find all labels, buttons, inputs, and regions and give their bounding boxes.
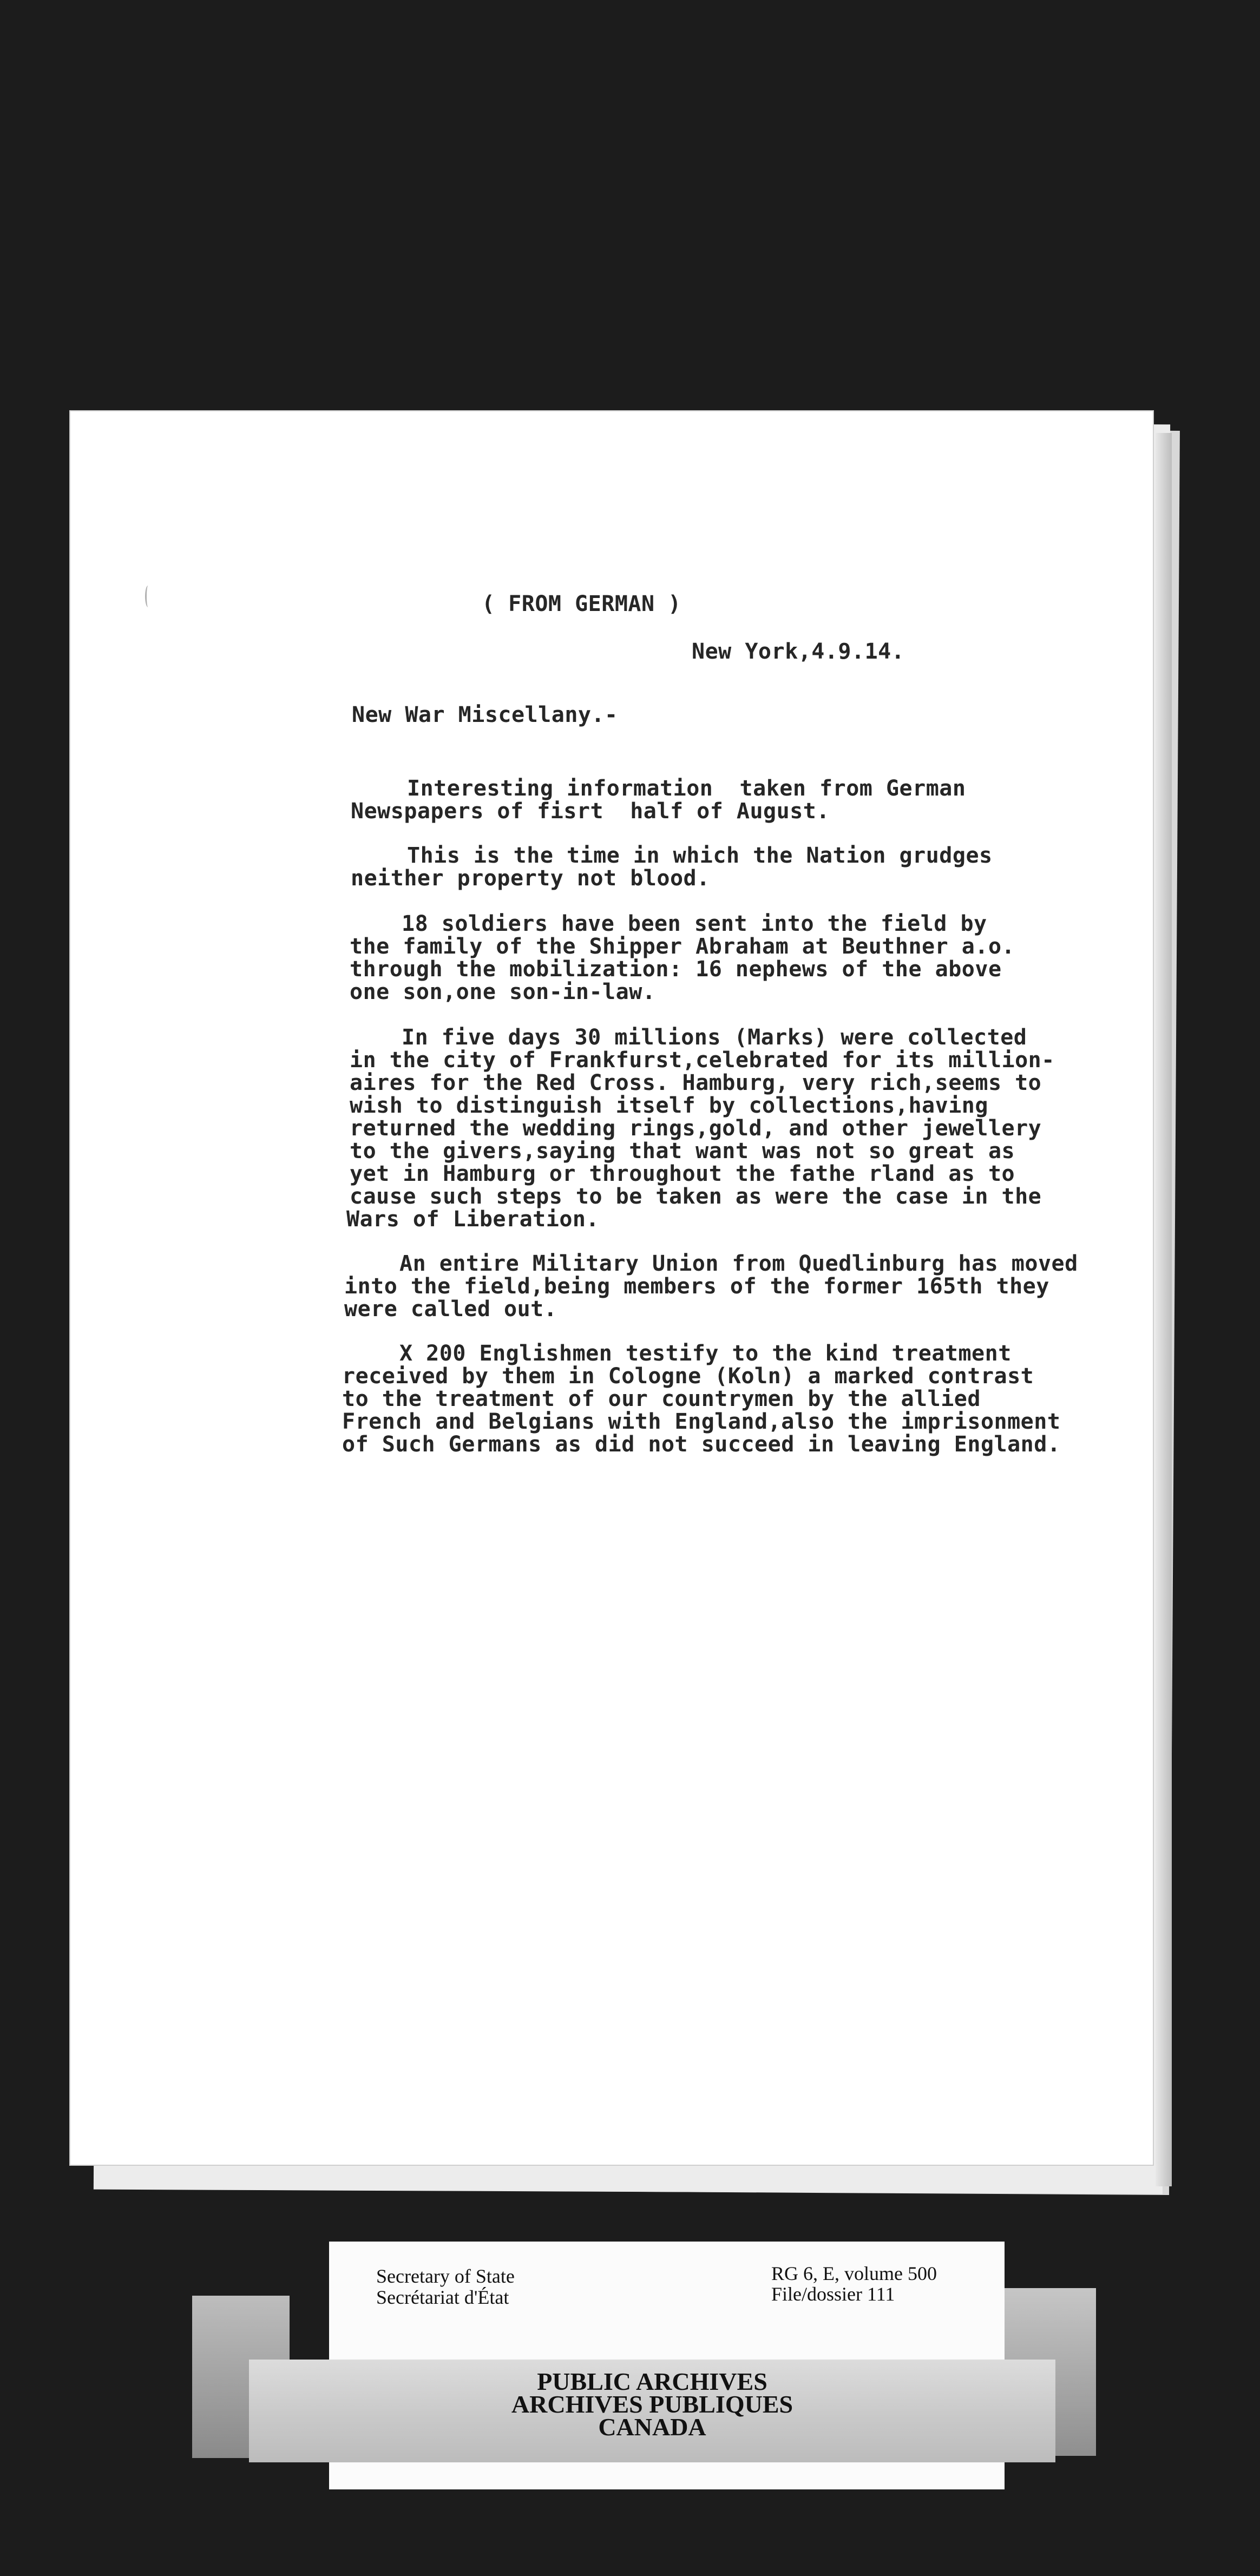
text-line: in the city of Frankfurst,celebrated for its million-	[350, 1048, 1055, 1073]
department-french: Secrétariat d'État	[376, 2286, 509, 2308]
text-line: This is the time in which the Nation grudges	[407, 843, 993, 868]
text-line: one son,one son-in-law.	[350, 980, 656, 1004]
archive-stamp-line: ARCHIVES PUBLIQUES	[511, 2390, 793, 2418]
header-tag: ( FROM GERMAN )	[482, 592, 681, 616]
text-line: yet in Hamburg or throughout the fathe rland as to	[350, 1161, 1015, 1186]
text-line: were called out.	[344, 1297, 557, 1322]
text-line: received by them in Cologne (Koln) a marked contrast	[342, 1364, 1034, 1389]
archive-stamp-line: CANADA	[598, 2413, 706, 2441]
text-line: wish to distinguish itself by collections,having	[350, 1093, 988, 1118]
text-line: neither property not blood.	[351, 866, 710, 891]
text-line: to the givers,saying that want was not so great as	[350, 1139, 1015, 1164]
headline: New War Miscellany.-	[352, 702, 618, 727]
text-line: Wars of Liberation.	[346, 1207, 600, 1232]
text-line: Interesting information taken from German	[407, 776, 966, 801]
text-line: to the treatment of our countrymen by the allied	[342, 1386, 981, 1411]
reference-file: File/dossier 111	[771, 2283, 895, 2305]
sheet-edge	[1156, 433, 1172, 2186]
reference-volume: RG 6, E, volume 500	[771, 2263, 937, 2284]
text-line: of Such Germans as did not succeed in leaving England.	[342, 1432, 1061, 1457]
text-line: An entire Military Union from Quedlinburg has moved	[399, 1251, 1078, 1276]
text-line: the family of the Shipper Abraham at Beuthner a.o.	[350, 934, 1015, 959]
text-line: aires for the Red Cross. Hamburg, very rich,seems to	[350, 1070, 1042, 1095]
dateline: New York,4.9.14.	[692, 639, 905, 664]
text-line: In five days 30 millions (Marks) were collected	[402, 1025, 1027, 1050]
text-line: French and Belgians with England,also the imprisonment	[342, 1409, 1061, 1434]
text-line: returned the wedding rings,gold, and other jewellery	[350, 1116, 1042, 1141]
text-line: Newspapers of fisrt half of August.	[351, 799, 830, 824]
text-line: through the mobilization: 16 nephews of the above	[350, 957, 1002, 982]
archive-stamp-line: PUBLIC ARCHIVES	[537, 2368, 767, 2395]
text-line: into the field,being members of the former 165th they	[344, 1274, 1049, 1299]
margin-mark	[145, 586, 151, 607]
text-line: cause such steps to be taken as were the case in the	[350, 1184, 1042, 1209]
department-english: Secretary of State	[376, 2265, 515, 2287]
text-line: 18 soldiers have been sent into the field by	[402, 911, 987, 936]
text-line: X 200 Englishmen testify to the kind treatment	[399, 1341, 1012, 1366]
